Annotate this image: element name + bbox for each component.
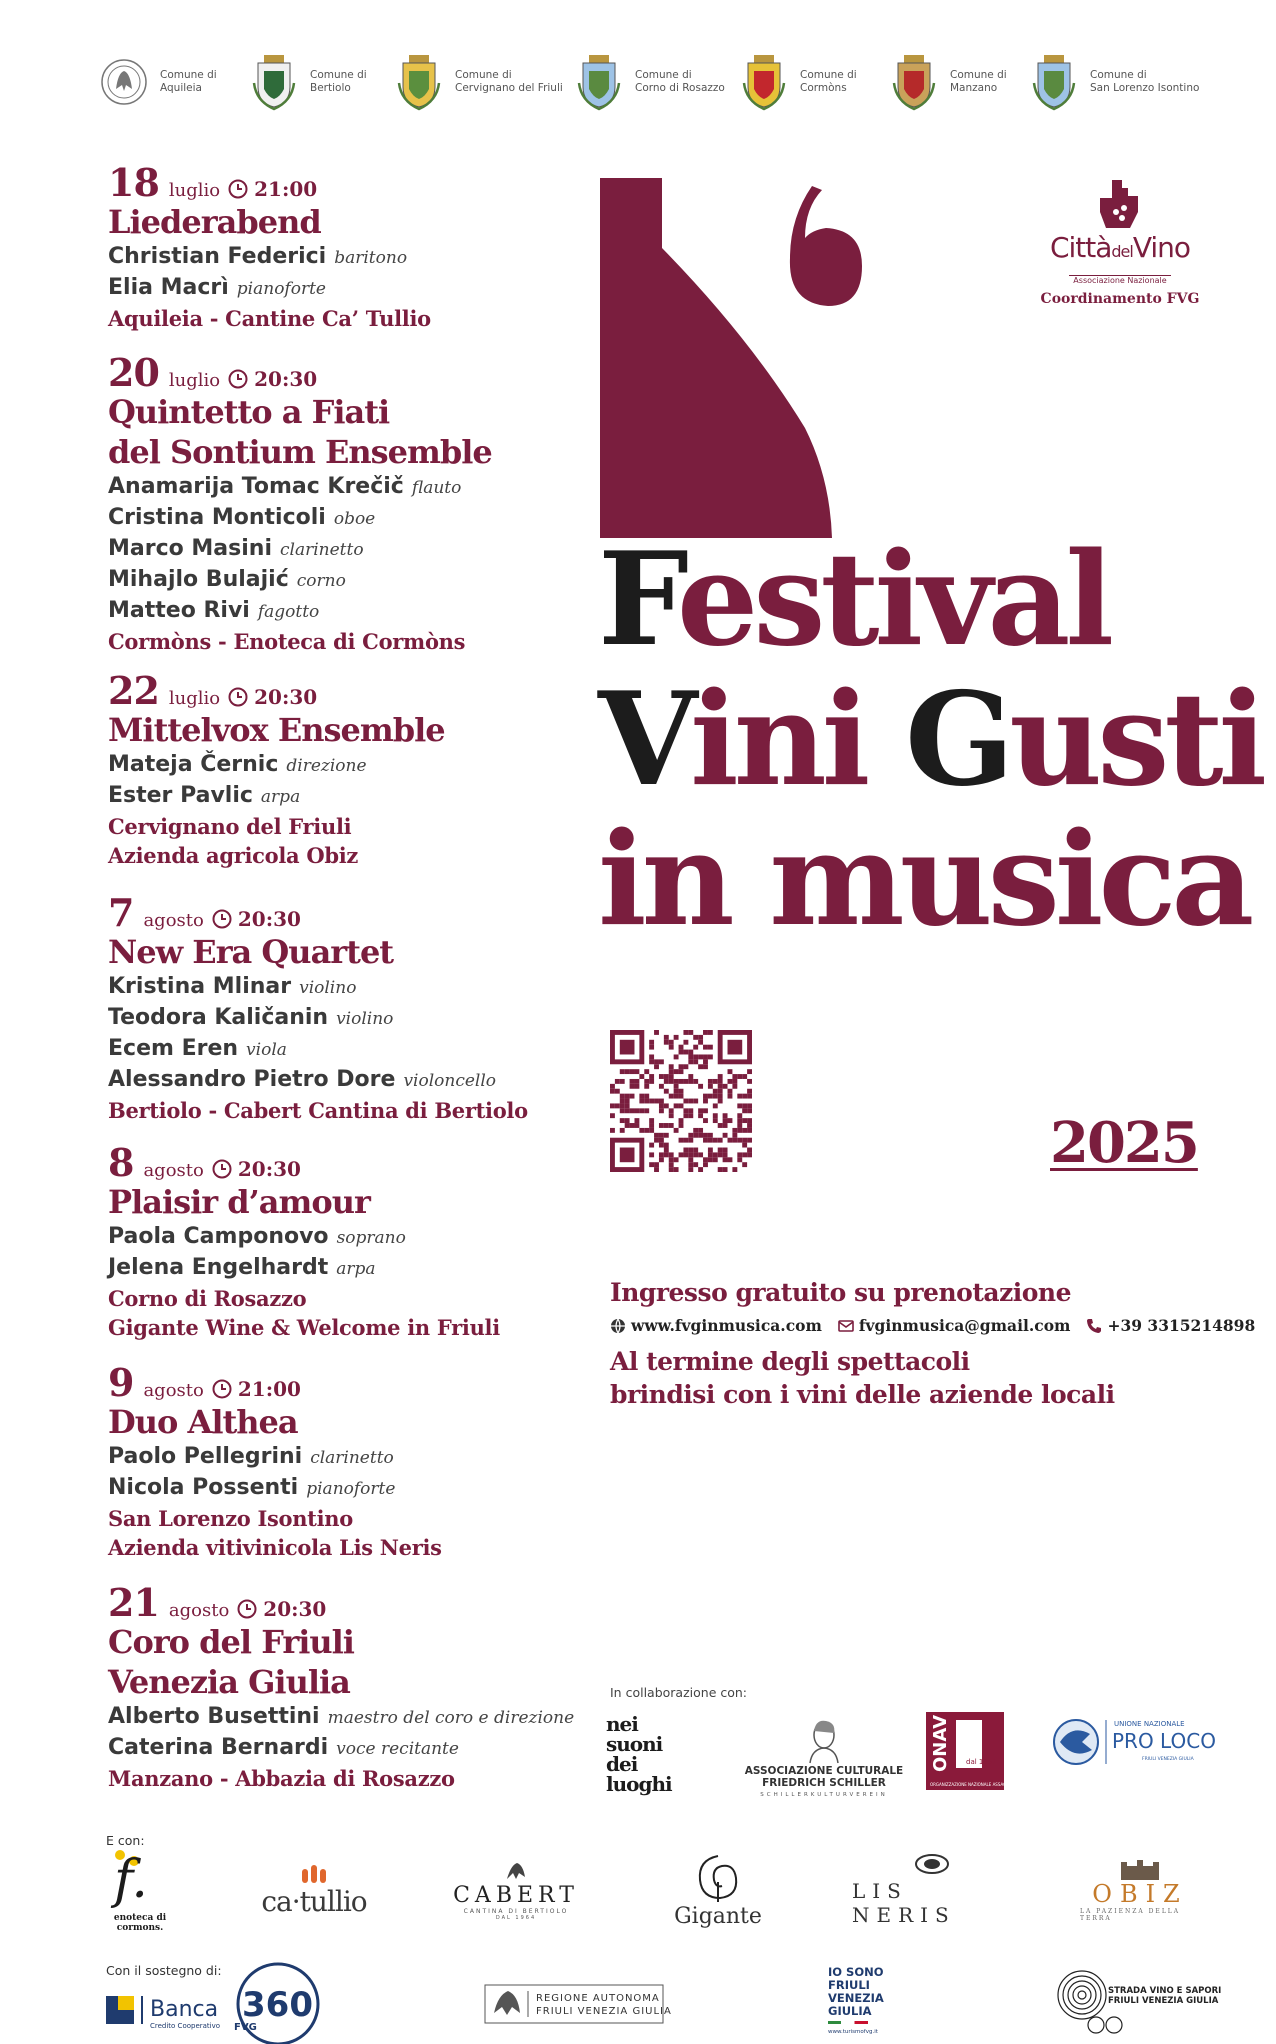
banca-360: 360 <box>242 1985 313 2025</box>
mail-icon <box>838 1318 854 1334</box>
performer <box>108 1065 578 1096</box>
info-block <box>610 1276 1256 1411</box>
performer-role: corno <box>296 571 346 591</box>
event-time: 21:00 <box>237 1377 301 1401</box>
clock-icon <box>212 909 232 929</box>
schiller-line2: FRIEDRICH SCHILLER <box>762 1776 886 1789</box>
performer-role: arpa <box>336 1259 376 1279</box>
event-date <box>108 890 578 935</box>
performer-role: baritono <box>334 248 408 268</box>
comune-label: Comune di Bertiolo <box>310 69 367 94</box>
event-title: Coro del Friuli <box>108 1623 354 1661</box>
performer-name: Jelena Engelhardt <box>108 1255 329 1280</box>
performer-name: Ester Pavlic <box>108 783 253 808</box>
festival-f-letter: F <box>598 525 677 675</box>
event-venue: Cervignano del Friuli <box>108 814 352 839</box>
globe-icon <box>610 1318 626 1334</box>
performer <box>108 472 578 503</box>
festival-v-letter: V <box>598 665 691 815</box>
event-venue: Azienda vitivinicola Lis Neris <box>108 1535 442 1560</box>
nei-suoni-word: dei <box>606 1752 638 1776</box>
website-text: www.fvginmusica.com <box>631 1316 822 1335</box>
cabert-bird-icon <box>501 1859 531 1883</box>
sostegno-label: Con il sostegno di: <box>106 1963 222 1978</box>
performer-role: clarinetto <box>279 540 364 560</box>
event-venue: Aquileia - Cantine Ca’ Tullio <box>108 306 431 331</box>
performer-role: arpa <box>260 787 301 807</box>
corno-di-rosazzo-crest-icon <box>575 53 623 111</box>
clock-icon <box>237 1599 257 1619</box>
performer <box>108 565 578 596</box>
performer-role: pianoforte <box>306 1479 396 1499</box>
strada-line1: STRADA VINO E SAPORI <box>1108 1986 1222 1996</box>
io-sono-fvg-logo <box>828 1960 908 2044</box>
comune-1 <box>250 50 367 114</box>
lis-neris-text: LIS NERIS <box>852 1879 956 1927</box>
festival-logo-mark <box>600 178 910 538</box>
event-title: Mittelvox Ensemble <box>108 711 445 749</box>
nei-suoni-word: nei <box>606 1712 638 1736</box>
banca-text: Banca <box>150 1997 219 2022</box>
regione-line1: REGIONE AUTONOMA <box>536 1993 660 2004</box>
comune-label: Comune di Corno di Rosazzo <box>635 69 725 94</box>
performer-name: Paola Camponovo <box>108 1224 329 1249</box>
schiller-association-logo <box>724 1712 924 1802</box>
io-sono-url: www.turismofvg.it <box>828 2028 878 2035</box>
cormons-crest-icon <box>740 53 788 111</box>
performer-name: Teodora Kaličanin <box>108 1005 329 1030</box>
regione-fvg-logo <box>484 1960 672 2044</box>
banca-sub: Credito Cooperativo <box>150 2022 221 2030</box>
performer-role: oboe <box>333 509 376 529</box>
strada-line2: FRIULI VENEZIA GIULIA <box>1108 1996 1219 2006</box>
performer-role: fagotto <box>257 602 320 622</box>
nei-suoni-word: luoghi <box>606 1772 672 1796</box>
cdv-name-del: del <box>1111 242 1133 261</box>
clock-icon <box>212 1159 232 1179</box>
festival-gusti-rest: usti <box>1009 665 1263 815</box>
comune-2 <box>395 50 563 114</box>
event-day: 22 <box>108 668 159 713</box>
cabert-text: CABERT <box>453 1883 579 1908</box>
regione-line2: FRIULI VENEZIA GIULIA <box>536 2006 672 2017</box>
email-link[interactable] <box>838 1316 1071 1335</box>
event-time: 21:00 <box>254 177 318 201</box>
performer-name: Marco Masini <box>108 536 272 561</box>
event-date <box>108 1140 578 1185</box>
info-note <box>610 1345 1250 1411</box>
io-sono-line: IO SONO <box>828 1964 884 1979</box>
onav-logo <box>926 1712 1040 1796</box>
wine-barrel-icon <box>1092 176 1148 232</box>
performer-name: Alessandro Pietro Dore <box>108 1067 396 1092</box>
performer-role: direzione <box>286 756 367 776</box>
event-venue: San Lorenzo Isontino <box>108 1506 353 1531</box>
obiz-text: OBIZ <box>1092 1880 1188 1908</box>
event-title: Quintetto a Fiati <box>108 393 390 431</box>
comune-label: Comune di Cervignano del Friuli <box>455 69 563 94</box>
performer <box>108 1003 578 1034</box>
bertiolo-crest-icon <box>250 53 298 111</box>
event-venue: Corno di Rosazzo <box>108 1286 307 1311</box>
performer <box>108 781 578 812</box>
nei-suoni-dei-luoghi-logo <box>606 1712 686 1796</box>
festival-title <box>598 525 1263 955</box>
festival-vini-rest: ini <box>690 665 905 815</box>
event-4 <box>108 890 578 1125</box>
performer-role: voce recitante <box>336 1739 459 1759</box>
info-note-line2: brindisi con i vini delle aziende locali <box>610 1380 1115 1409</box>
io-sono-line: VENEZIA <box>828 1990 884 2005</box>
proloco-logo <box>1052 1712 1216 1772</box>
clock-icon <box>228 179 248 199</box>
event-date <box>108 668 578 713</box>
comune-6 <box>1030 50 1199 114</box>
onav-text: ONAV <box>930 1714 951 1772</box>
performer <box>108 273 578 304</box>
performer-name: Ecem Eren <box>108 1036 239 1061</box>
event-month: luglio <box>168 180 221 201</box>
phone-link[interactable] <box>1086 1316 1255 1335</box>
performer-name: Anamarija Tomac Krečič <box>108 474 404 499</box>
comune-3 <box>575 50 725 114</box>
festival-title-line2 <box>598 665 1263 815</box>
catullio-mark-icon <box>294 1863 334 1885</box>
event-3 <box>108 668 578 870</box>
cabert-logo <box>453 1850 579 1930</box>
festival-title-line1 <box>598 525 1238 675</box>
obiz-logo <box>1080 1850 1200 1930</box>
io-sono-line: GIULIA <box>828 2003 872 2018</box>
event-date <box>108 350 578 395</box>
qr-code[interactable] <box>610 1030 752 1172</box>
clock-icon <box>228 687 248 707</box>
event-title: Plaisir d’amour <box>108 1183 370 1221</box>
event-date <box>108 1360 578 1405</box>
event-day: 18 <box>108 160 159 205</box>
event-day: 7 <box>108 890 134 935</box>
schiller-portrait-icon <box>804 1717 844 1763</box>
event-title: New Era Quartet <box>108 933 394 971</box>
nei-suoni-word: suoni <box>606 1732 663 1756</box>
cabert-sub: CANTINA DI BERTIOLO <box>463 1908 569 1915</box>
performer-role: violino <box>299 978 357 998</box>
event-6 <box>108 1360 578 1562</box>
gigante-swirl-icon <box>688 1852 748 1904</box>
cdv-assoc: Associazione Nazionale <box>1069 275 1170 285</box>
obiz-sub: LA PAZIENZA DELLA TERRA <box>1080 1908 1181 1922</box>
performer-role: soprano <box>336 1228 406 1248</box>
cervignano-crest-icon <box>395 53 443 111</box>
event-date <box>108 160 578 205</box>
performer-role: maestro del coro e direzione <box>327 1708 575 1728</box>
event-month: agosto <box>168 1600 230 1621</box>
obiz-castle-icon <box>1115 1858 1165 1880</box>
festival-word-rest: estival <box>676 525 1110 675</box>
comune-label: Comune di San Lorenzo Isontino <box>1090 69 1200 94</box>
performer <box>108 1253 578 1284</box>
proloco-name: PRO LOCO <box>1112 1729 1216 1753</box>
performer-role: violino <box>336 1009 394 1029</box>
festival-year: 2025 <box>1050 1110 1198 1176</box>
event-time: 20:30 <box>254 685 318 709</box>
manzano-crest-icon <box>890 53 938 111</box>
event-venue: Cormòns - Enoteca di Cormòns <box>108 629 466 654</box>
event-time: 20:30 <box>237 907 301 931</box>
proloco-sub: FRIULI VENEZIA GIULIA <box>1142 1757 1194 1762</box>
event-time: 20:30 <box>254 367 318 391</box>
schiller-line3: SCHILLERKULTURVEREIN <box>760 1791 888 1798</box>
performer-name: Nicola Possenti <box>108 1475 299 1500</box>
performer-role: clarinetto <box>310 1448 394 1468</box>
enoteca-cormons-logo <box>100 1850 180 1933</box>
gigante-text: Gigante <box>674 1903 762 1929</box>
performer <box>108 242 578 273</box>
proloco-top: UNIONE NAZIONALE <box>1114 1720 1185 1728</box>
performer <box>108 1034 578 1065</box>
event-title: Venezia Giulia <box>108 1663 350 1701</box>
event-title: Liederabend <box>108 203 321 241</box>
event-month: agosto <box>143 1160 204 1181</box>
comune-label: Comune di Manzano <box>950 69 1007 94</box>
performer <box>108 972 578 1003</box>
performer <box>108 596 578 627</box>
event-venue: Manzano - Abbazia di Rosazzo <box>108 1766 455 1791</box>
clock-icon <box>212 1379 232 1399</box>
performer-name: Christian Federici <box>108 244 327 269</box>
performer-role: violoncello <box>403 1071 497 1091</box>
event-time: 20:30 <box>237 1157 301 1181</box>
event-day: 8 <box>108 1140 134 1185</box>
enoteca-text: enoteca di cormons. <box>113 1913 167 1933</box>
info-headline: Ingresso gratuito su prenotazione <box>610 1278 1072 1307</box>
cdv-name-vino: Vino <box>1132 231 1191 264</box>
event-time: 20:30 <box>263 1597 327 1621</box>
io-sono-line: FRIULI <box>828 1977 870 1992</box>
comune-0 <box>100 50 217 114</box>
onav-year: dal 1951 <box>966 1758 997 1766</box>
performer-name: Kristina Mlinar <box>108 974 292 999</box>
phone-icon <box>1086 1318 1102 1334</box>
event-venue: Azienda agricola Obiz <box>108 843 359 868</box>
phone-text: +39 3315214898 <box>1107 1316 1256 1335</box>
email-text: fvginmusica@gmail.com <box>858 1316 1071 1335</box>
lis-neris-logo <box>852 1850 1012 1930</box>
performer-role: flauto <box>411 478 462 498</box>
cdv-name-citta: Città <box>1049 231 1112 264</box>
performer-name: Cristina Monticoli <box>108 505 326 530</box>
performer-name: Mihajlo Bulajić <box>108 567 289 592</box>
event-7 <box>108 1580 578 1793</box>
municipalities-strip <box>100 50 1210 114</box>
comune-4 <box>740 50 857 114</box>
event-day: 9 <box>108 1360 134 1405</box>
banca-360-fvg-logo <box>106 1960 326 2044</box>
onav-sub: ORGANIZZAZIONE NAZIONALE ASSAGGIATORI DI VINO <box>930 1782 1040 1787</box>
festival-title-line3: in musica <box>598 805 1250 955</box>
performer-name: Mateja Černic <box>108 752 279 777</box>
performer-role: pianoforte <box>236 279 326 299</box>
performer <box>108 1733 578 1764</box>
event-month: luglio <box>168 688 221 709</box>
performer <box>108 1442 578 1473</box>
performer <box>108 750 578 781</box>
contacts-row <box>610 1316 1256 1335</box>
performer-name: Caterina Bernardi <box>108 1735 329 1760</box>
io-sono-text-block <box>828 1966 884 2039</box>
comune-label: Comune di Cormòns <box>800 69 857 94</box>
citta-del-vino-logo <box>1030 176 1210 307</box>
performer <box>108 503 578 534</box>
website-link[interactable] <box>610 1316 822 1335</box>
catullio-logo <box>254 1850 374 1930</box>
performer <box>108 1222 578 1253</box>
strada-vino-sapori-logo <box>1050 1960 1222 2044</box>
event-2 <box>108 350 578 656</box>
event-venue: Gigante Wine & Welcome in Friuli <box>108 1315 500 1340</box>
cdv-coordination: Coordinamento FVG <box>1040 291 1200 307</box>
collab-label: In collaborazione con: <box>610 1685 748 1700</box>
clock-icon <box>228 369 248 389</box>
event-title: Duo Althea <box>108 1403 298 1441</box>
event-date <box>108 1580 578 1625</box>
banca-fvg: FVG <box>234 2022 257 2033</box>
event-month: agosto <box>143 1380 204 1401</box>
event-venue: Bertiolo - Cabert Cantina di Bertiolo <box>108 1098 528 1123</box>
comune-label: Comune di Aquileia <box>160 69 217 94</box>
performer-name: Elia Macrì <box>108 275 229 300</box>
econ-label: E con: <box>106 1833 145 1848</box>
gigante-logo <box>658 1850 778 1930</box>
schiller-line1: ASSOCIAZIONE CULTURALE <box>744 1764 904 1777</box>
event-day: 21 <box>108 1580 159 1625</box>
event-title: del Sontium Ensemble <box>108 433 492 471</box>
info-note-line1: Al termine degli spettacoli <box>610 1347 970 1376</box>
performer <box>108 1702 578 1733</box>
performer <box>108 534 578 565</box>
event-month: agosto <box>143 910 204 931</box>
performer-role: viola <box>246 1040 287 1060</box>
san-lorenzo-crest-icon <box>1030 53 1078 111</box>
performer-name: Alberto Busettini <box>108 1704 320 1729</box>
performer <box>108 1473 578 1504</box>
lis-neris-mark-icon <box>912 1853 952 1875</box>
performer-name: Paolo Pellegrini <box>108 1444 303 1469</box>
event-day: 20 <box>108 350 159 395</box>
catullio-text: ca·tullio <box>261 1884 367 1918</box>
event-1 <box>108 160 578 333</box>
cabert-year: DAL 1964 <box>495 1915 537 1921</box>
performer-name: Matteo Rivi <box>108 598 250 623</box>
enoteca-f-glyph: f. <box>114 1850 148 1910</box>
comune-5 <box>890 50 1007 114</box>
italian-flag-bar <box>828 2021 868 2024</box>
festival-g-letter: G <box>904 665 1010 815</box>
aquileia-seal-icon <box>100 53 148 111</box>
event-5 <box>108 1140 578 1342</box>
event-month: luglio <box>168 370 221 391</box>
